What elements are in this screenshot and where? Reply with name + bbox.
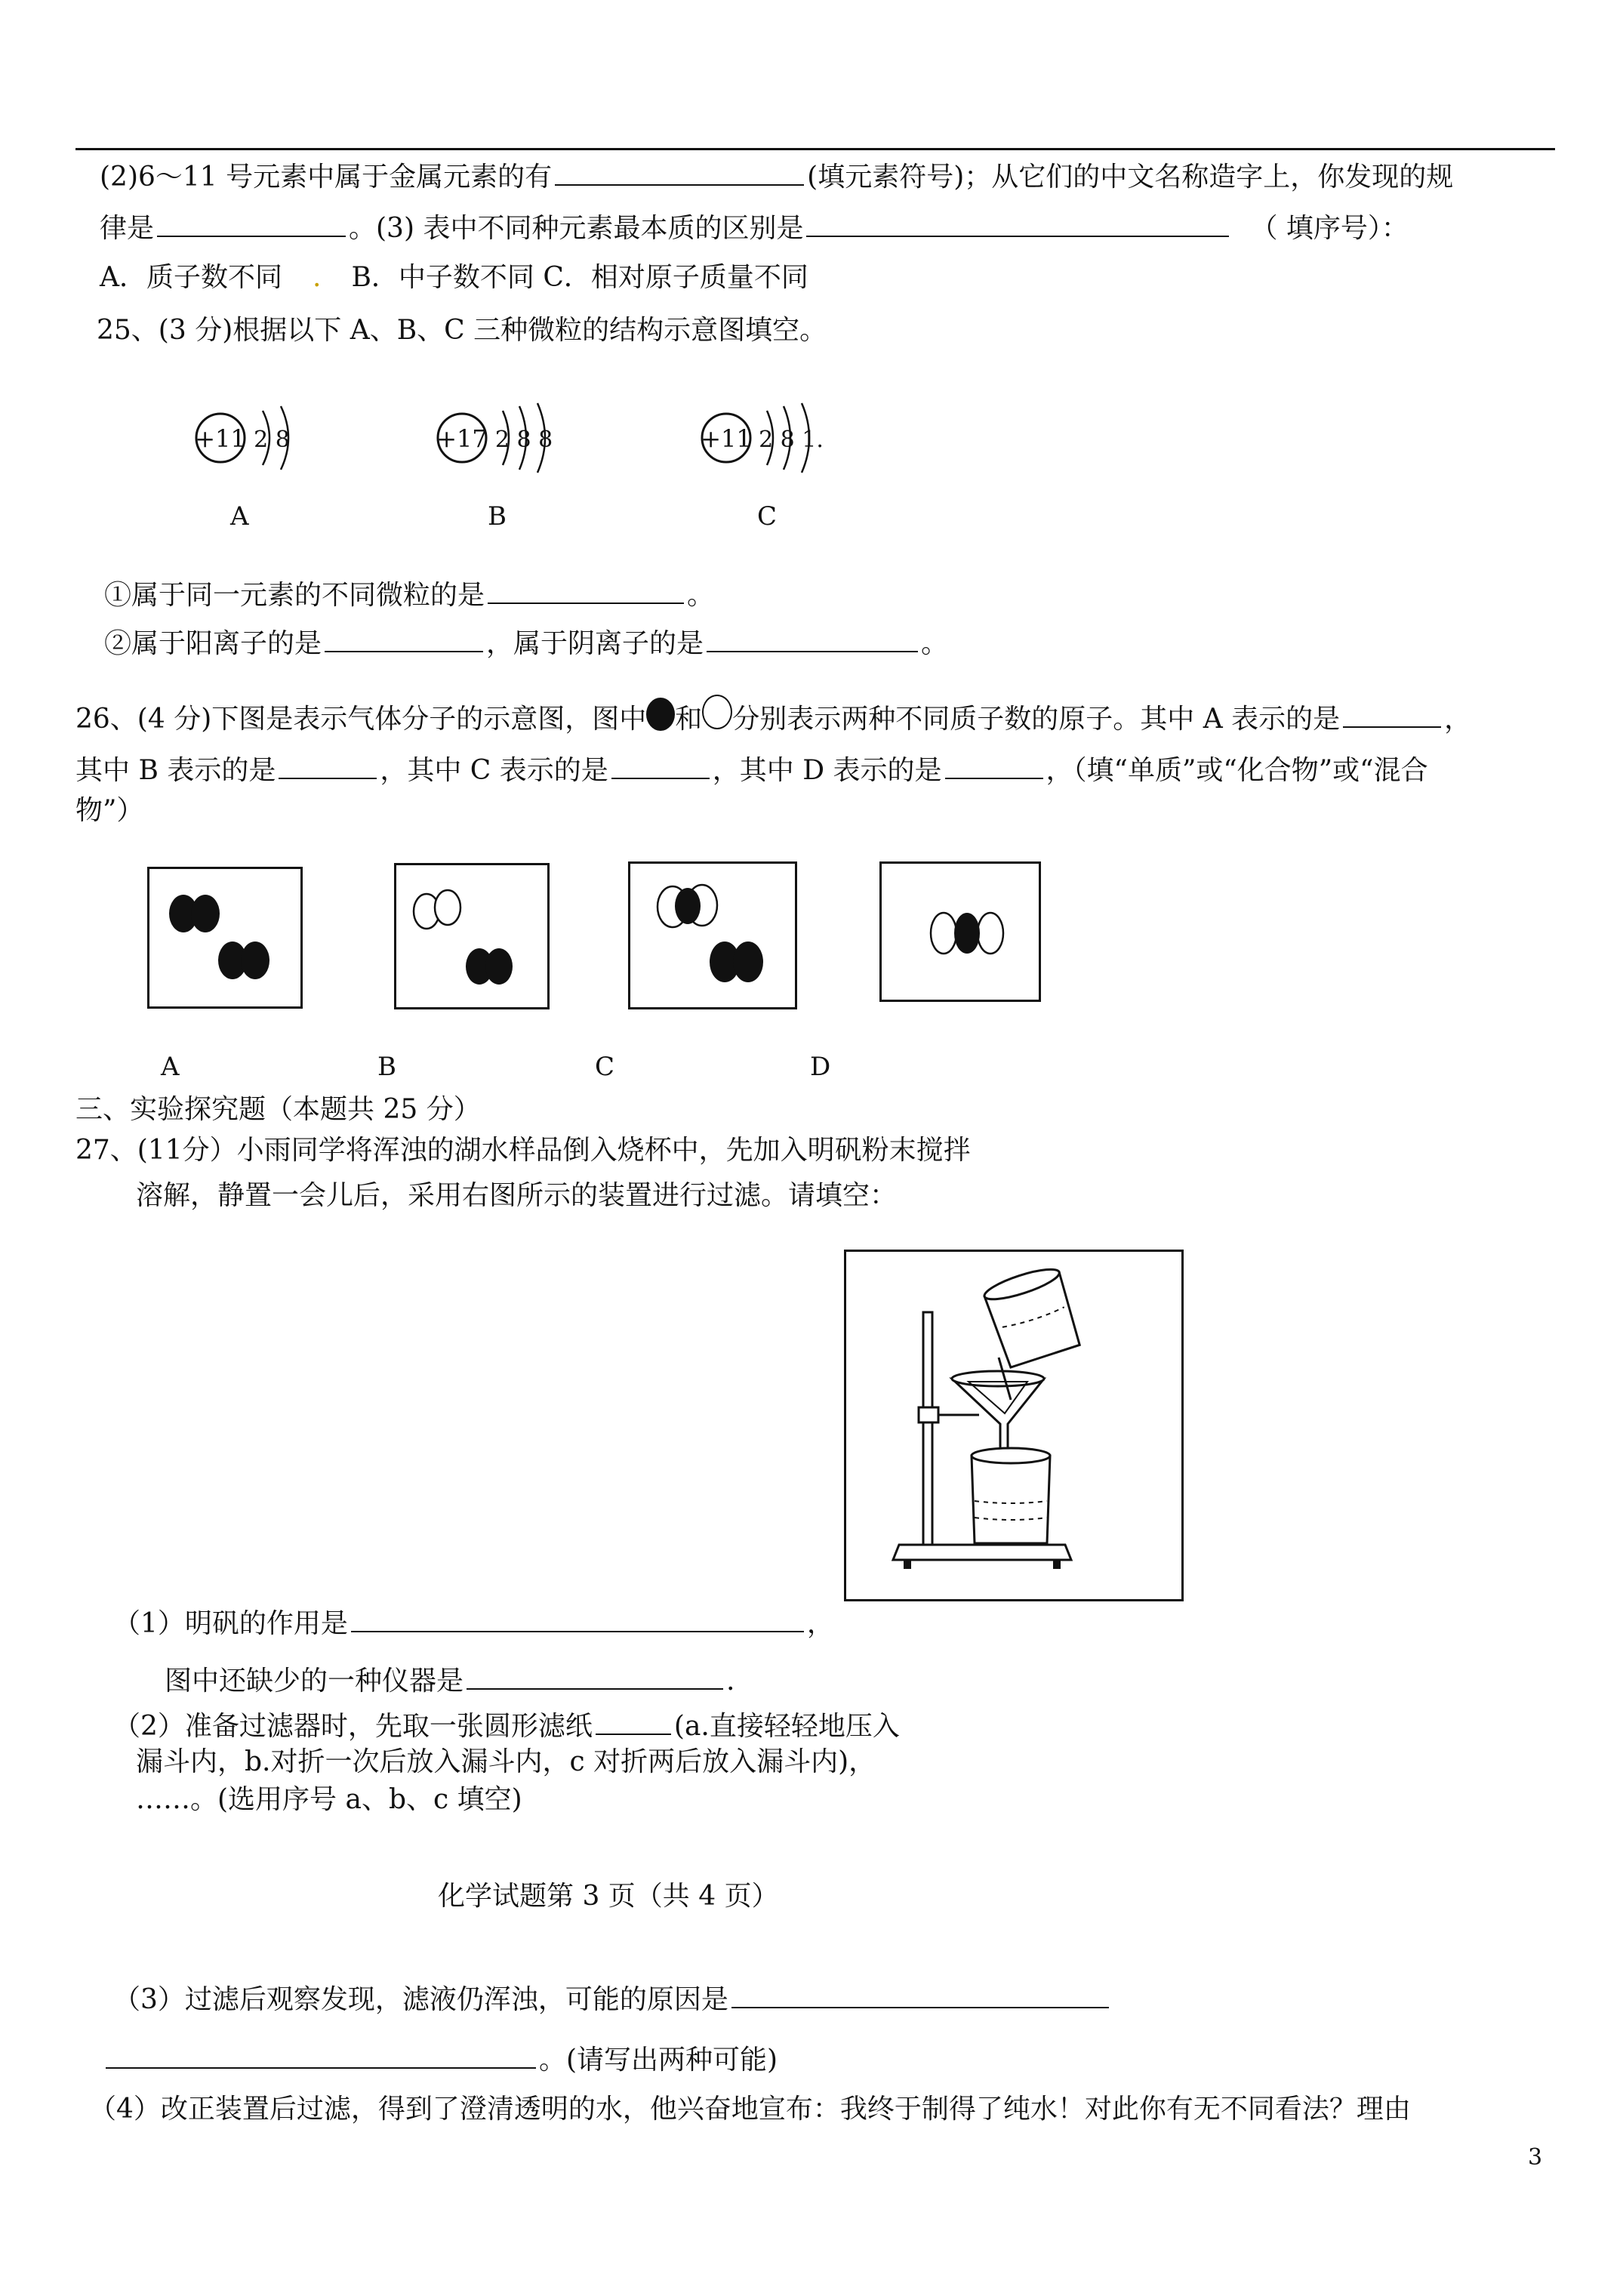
q24-blank-difference[interactable] (806, 210, 1229, 237)
atom-b-nucleus: +17 (436, 424, 488, 453)
q25-q2: ②属于阳离子的是 ，属于阴离子的是 。 (104, 625, 948, 661)
atom-c-nucleus: +11 (701, 424, 752, 453)
q26-blank-c[interactable] (611, 752, 710, 779)
page-footer: 化学试题第 3 页（共 4 页） (438, 1881, 779, 1912)
atom-label-a: A (230, 501, 249, 532)
q27-blank-alum[interactable] (351, 1605, 804, 1632)
q26-line3: 物”） (75, 795, 144, 826)
q27-blank-instrument[interactable] (467, 1663, 723, 1690)
q26-blank-d[interactable] (945, 752, 1043, 779)
q27-p1: （1）明矾的作用是 ， (113, 1605, 834, 1641)
q27-line2: 溶解，静置一会儿后，采用右图所示的装置进行过滤。请填空： (136, 1180, 898, 1211)
top-rule (75, 148, 1555, 150)
section-title: 三、实验探究题（本题共 25 分） (75, 1094, 481, 1125)
atom-diagram-a (189, 400, 310, 498)
molecule-label-a: A (161, 1052, 180, 1082)
molecule-label-c: C (595, 1052, 615, 1082)
q26-blank-a[interactable] (1343, 701, 1441, 728)
molecule-box-a (147, 867, 303, 1009)
q24-options: A．质子数不同 . B．中子数不同 C．相对原子质量不同 (100, 262, 808, 293)
white-atom-icon (702, 695, 732, 729)
q26-line2: 其中 B 表示的是 ，其中 C 表示的是 ，其中 D 表示的是 ，（填“单质”或“化合物”或“混合 (75, 752, 1428, 787)
q27-p2-line1: （2）准备过滤器时，先取一张圆形滤纸 (a.直接轻轻地压入 (113, 1708, 900, 1743)
q24-line1: (2)6～11 号元素中属于金属元素的有 (填元素符号)；从它们的中文名称造字上，你发现的规 (100, 159, 1453, 194)
molecule-label-b: B (377, 1052, 396, 1082)
q25-blank-cation[interactable] (325, 625, 483, 652)
q24-blank-metals[interactable] (555, 159, 804, 186)
q27-p3b: 。(请写出两种可能) (106, 2042, 778, 2077)
atom-c-shells: 2 8 1. (759, 427, 824, 453)
q26-blank-b[interactable] (279, 752, 377, 779)
q27-p2-line3: ……。(选用序号 a、b、c 填空) (136, 1784, 522, 1815)
q25-blank-same-element[interactable] (488, 577, 684, 604)
molecule-box-d (879, 861, 1041, 1002)
q25-q1: ①属于同一元素的不同微粒的是 。 (104, 577, 714, 612)
page-number: 3 (1528, 2144, 1543, 2171)
q25-blank-anion[interactable] (707, 625, 918, 652)
q25-title: 25、(3 分)根据以下 A、B、C 三种微粒的结构示意图填空。 (97, 315, 827, 346)
q27-blank-reason2[interactable] (106, 2042, 536, 2069)
q27-p1b: 图中还缺少的一种仪器是 . (165, 1663, 735, 1698)
q27-blank-fold[interactable] (596, 1708, 671, 1735)
atom-b-shells: 2 8 8 (494, 427, 553, 453)
q27-p4: （4）改正装置后过滤，得到了澄清透明的水，他兴奋地宣布：我终于制得了纯水！对此你有无不同看法？理由 (89, 2094, 1411, 2125)
filtration-figure (844, 1250, 1184, 1601)
atom-diagram-b (430, 400, 574, 498)
black-atom-icon (646, 698, 675, 731)
molecule-box-c (628, 861, 797, 1009)
q24-blank-rule[interactable] (157, 210, 346, 237)
atom-diagram-c (694, 400, 838, 498)
q26-line1: 26、(4 分)下图是表示气体分子的示意图，图中 和 分别表示两种不同质子数的原子。其中 A 表示的是 ， (75, 695, 1471, 736)
molecule-box-b (394, 863, 550, 1009)
atom-a-nucleus: +11 (195, 424, 246, 453)
q27-p2-line2: 漏斗内，b.对折一次后放入漏斗内，c 对折两后放入漏斗内)， (136, 1746, 876, 1777)
atom-a-shells: 2 8 (254, 427, 290, 453)
molecule-label-d: D (810, 1052, 831, 1082)
q27-line1: 27、(11分）小雨同学将浑浊的湖水样品倒入烧杯中，先加入明矾粉末搅拌 (75, 1135, 971, 1166)
q24-line2: 律是 。(3) 表中不同种元素最本质的区别是 （ 填序号）： (100, 210, 1409, 245)
atom-label-c: C (757, 501, 778, 532)
q27-p3: （3）过滤后观察发现，滤液仍浑浊，可能的原因是 (113, 1981, 1112, 2017)
atom-label-b: B (488, 501, 507, 532)
q27-blank-reason1[interactable] (731, 1981, 1109, 2008)
